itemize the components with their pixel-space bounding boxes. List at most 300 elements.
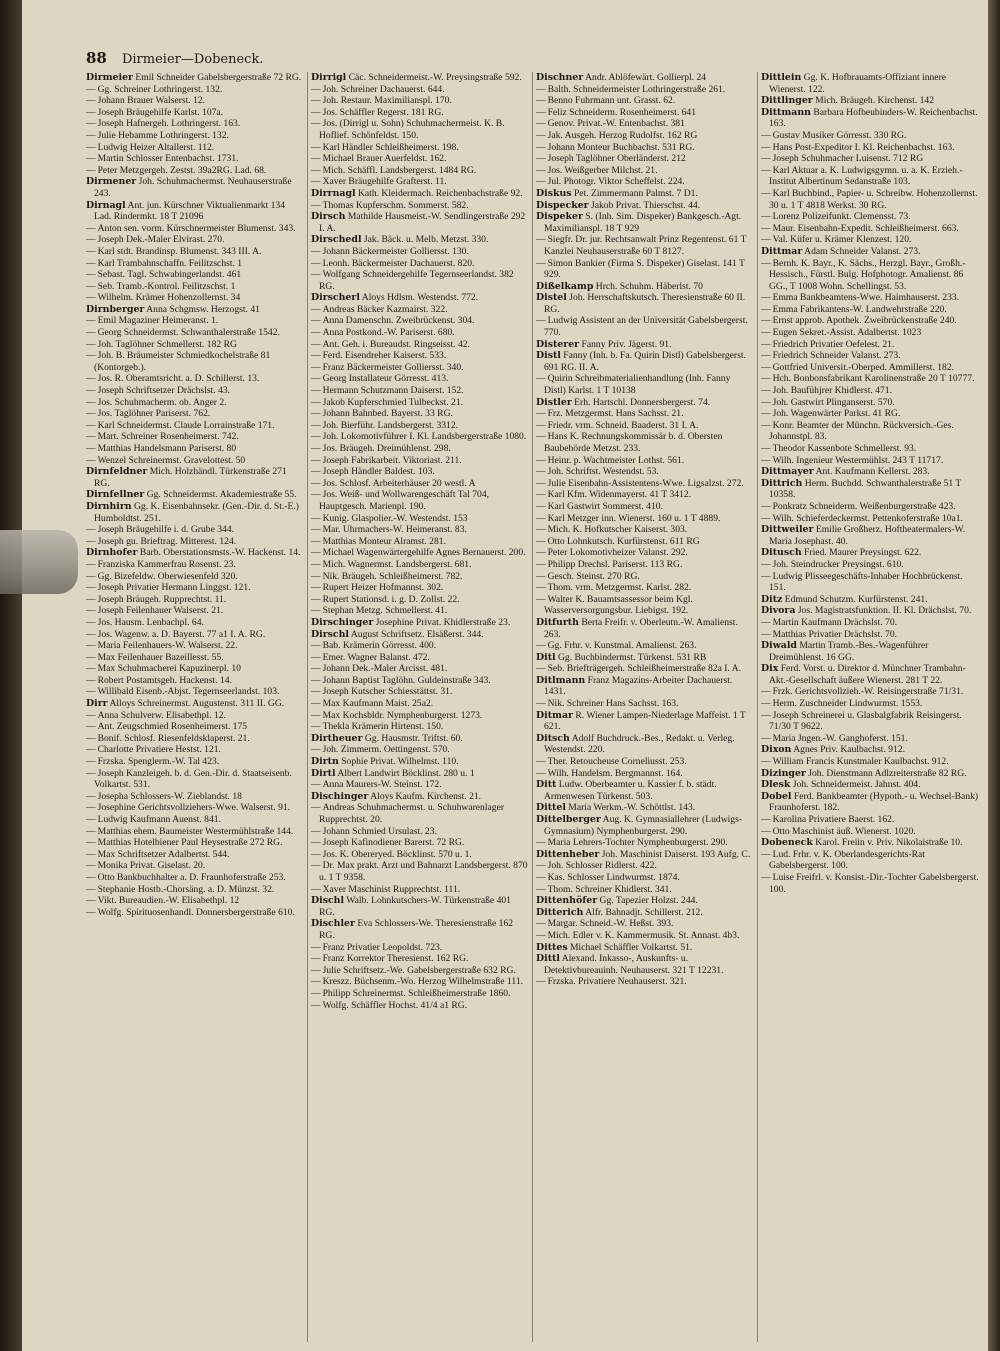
entry-dash: —	[311, 269, 321, 281]
directory-entry	[536, 142, 754, 154]
entry-text: Jak. Bäck. u. Melb. Metzst. 330.	[363, 234, 489, 246]
entry-dash: —	[86, 906, 96, 918]
entry-dash: —	[761, 616, 771, 628]
directory-entry	[761, 258, 980, 293]
entry-text: Matthias Monteur Alramst. 281.	[322, 535, 446, 547]
entry-dash: —	[311, 987, 321, 999]
entry-dash: —	[536, 837, 546, 849]
directory-entry	[536, 536, 754, 548]
directory-entry	[311, 559, 529, 571]
directory-entry-head	[311, 918, 529, 941]
directory-entry	[86, 339, 304, 351]
entry-text: Martin Tramb.-Bes.-Wagenführer Dreimühlenst. 16 GG.	[769, 640, 929, 663]
entry-text: Mich. Schäffl. Landsbergerst. 1484 RG.	[322, 164, 477, 176]
directory-entry-head	[761, 768, 980, 780]
directory-entry	[86, 617, 304, 629]
entry-text: Matthias Privatier Drächslst. 70.	[772, 628, 898, 640]
entry-text: Philipp Drechsl. Pariserst. 113 RG.	[547, 558, 683, 570]
entry-text: Ferd. Eisendreher Kaiserst. 533.	[322, 350, 447, 362]
entry-text: Ernst approb. Apothek. Zweibrückenstraße 240.	[772, 315, 957, 327]
directory-entry	[536, 663, 754, 675]
directory-entry	[536, 698, 754, 710]
entry-text: Michael Schäffler Volkartst. 51.	[570, 941, 693, 953]
entry-text: Thekla Krämerin Hirtenst. 150.	[322, 721, 444, 733]
directory-entry	[311, 779, 529, 791]
entry-dash: —	[536, 767, 546, 779]
entry-text: Ludwig Plisseegeschäfts-Inhaber Hochbrückenst. 151.	[769, 570, 963, 594]
entry-dash: —	[761, 570, 771, 582]
directory-entry	[311, 837, 529, 849]
entry-text: Margar. Schneid.-W. Heßst. 393.	[547, 918, 674, 930]
entry-text: Maria Feilenhauers-W. Walserst. 22.	[97, 640, 238, 652]
entry-dash: —	[761, 141, 771, 153]
directory-entry-head	[536, 779, 754, 802]
entry-text: Adam Schneider Valanst. 273.	[804, 245, 921, 257]
directory-entry	[311, 478, 529, 490]
entry-text: Ant. Zeugschmied Rosenheimerst. 175	[97, 721, 248, 733]
entry-text: Ferd. Vorst. u. Direktor d. Münchner Trambahn-Akt.-Gesellschaft äußere Wienerst. 281 T 22.	[769, 663, 966, 686]
entry-dash: —	[536, 570, 546, 582]
entry-text: Mich. Edler v. K. Kammermusik. St. Annast. 4b3.	[547, 929, 740, 941]
entry-text: Theodor Kassenbote Schmellerst. 93.	[772, 443, 917, 454]
directory-entry	[761, 733, 980, 745]
directory-entry-head	[536, 814, 754, 837]
entry-text: Alexand. Inkasso-, Auskunfts- u. Detektivbureauinh. Neuhauserst. 321 T 12231.	[544, 953, 724, 976]
directory-entry	[86, 675, 304, 687]
entry-dash: —	[536, 918, 546, 930]
entry-text: Berta Freifr. v. Oberleutn.-W. Amalienst. 263.	[544, 616, 738, 640]
directory-entry	[536, 860, 754, 872]
entry-dash: —	[761, 327, 771, 339]
entry-surname: Dizinger	[761, 767, 806, 779]
entry-dash: —	[86, 895, 96, 907]
entry-dash: —	[311, 303, 321, 315]
entry-text: Joseph Bräugehilfe i. d. Grube 344.	[97, 524, 235, 536]
entry-text: Anna Schulverw. Elisabethpl. 12.	[97, 709, 226, 721]
directory-entry	[86, 524, 304, 536]
entry-text: Hans Post-Expeditor I. Kl. Reichenbachst. 163.	[772, 141, 955, 153]
entry-text: Wilh. Handelsm. Bergmannst. 164.	[547, 767, 683, 779]
entry-text: Walter K. Bauamtsassessor beim Kgl. Wasserversorgungsbur. Liebigst. 192.	[544, 593, 693, 617]
entry-dash: —	[86, 674, 96, 686]
entry-dash: —	[311, 199, 321, 211]
entry-text: Thom. vrm. Metzgermst. Karlst. 282.	[547, 582, 692, 594]
directory-entry	[761, 698, 980, 710]
directory-entry-head	[86, 698, 304, 710]
entry-surname: Ditmar	[536, 709, 573, 721]
entry-dash: —	[536, 582, 546, 594]
entry-dash: —	[86, 593, 96, 605]
entry-text: Xaver Bräugehilfe Grafterst. 11.	[322, 176, 447, 188]
entry-text: Emma Fabrikantens-W. Landwehrstraße 220.	[772, 303, 947, 315]
entry-text: Joh. Wagenwärter Parkst. 41 RG.	[772, 408, 901, 420]
entry-dash: —	[86, 848, 96, 860]
directory-entry	[311, 176, 529, 188]
entry-dash: —	[536, 419, 546, 431]
entry-text: Johann Monteur Buchbachst. 531 RG.	[547, 141, 695, 153]
directory-entry	[536, 489, 754, 501]
entry-text: Jos. Schuhmacherm. ob. Anger 2.	[97, 396, 227, 408]
directory-entry	[86, 84, 304, 96]
entry-text: Val. Küfer u. Krämer Klenzest. 120.	[772, 234, 912, 246]
entry-dash: —	[86, 292, 96, 304]
entry-dash: —	[311, 385, 321, 397]
directory-entry-head	[761, 791, 980, 814]
entry-dash: —	[86, 315, 96, 327]
entry-surname: Diwald	[761, 640, 797, 652]
entry-text: Gesch. Steinst. 270 RG.	[547, 570, 640, 582]
entry-text: Fried. Maurer Preysingst. 622.	[804, 547, 922, 559]
entry-text: Ludwig Heizer Altallerst. 112.	[97, 141, 215, 153]
entry-text: Ant. jun. Kürschner Viktualienmarkt 134 Lad. Rindermkt. 18 T 21096	[94, 199, 286, 223]
entry-text: Mar. Uhrmachers-W. Heimeranst. 83.	[322, 524, 467, 536]
entry-surname: Dittes	[536, 941, 568, 953]
directory-entry	[536, 524, 754, 536]
entry-text: Gg. Bizefeldw. Oberwiesenfeld 320.	[97, 570, 238, 582]
entry-text: Alloys Schreinermst. Augustenst. 311 II. GG.	[109, 698, 285, 710]
entry-surname: Dittrich	[761, 477, 803, 489]
directory-entry	[311, 269, 529, 292]
entry-text: Joh. Schneidermeist. Jahnst. 404.	[792, 779, 921, 791]
directory-entry	[86, 802, 304, 814]
entry-text: Karl Kfm. Widenmayerst. 41 T 3412.	[547, 489, 692, 501]
directory-entry	[86, 258, 304, 270]
entry-text: Karl Aktuar a. K. Ludwigsgymn. u. a. K. Erzieh.-Institut Albertinum Sedanstraße 103.	[769, 164, 963, 188]
entry-dash: —	[86, 164, 96, 176]
entry-dash: —	[311, 721, 321, 733]
entry-surname: Dirmener	[86, 176, 137, 188]
entry-dash: —	[86, 280, 96, 292]
entry-text: Joh. Zimmerm. Oettingenst. 570.	[322, 744, 450, 756]
entry-dash: —	[311, 848, 321, 860]
entry-surname: Dittmayer	[761, 466, 814, 478]
entry-text: Stephan Metzg. Schmellerst. 41.	[322, 605, 448, 617]
entry-dash: —	[311, 698, 321, 710]
entry-dash: —	[761, 628, 771, 640]
entry-text: Joh. Schlosser Ridlerst. 422.	[547, 860, 657, 872]
directory-entry	[86, 142, 304, 154]
entry-dash: —	[536, 663, 546, 675]
entry-dash: —	[86, 385, 96, 397]
directory-entry	[311, 547, 529, 559]
entry-text: Jos. R. Oberamtsricht. a. D. Schillerst. 13.	[97, 373, 260, 385]
entry-dash: —	[86, 245, 96, 257]
directory-entry-head	[536, 350, 754, 373]
directory-entry	[311, 200, 529, 212]
directory-entry	[536, 872, 754, 884]
entry-dash: —	[86, 605, 96, 617]
directory-entry	[536, 431, 754, 454]
entry-dash: —	[86, 396, 96, 408]
book-binding-shadow	[0, 0, 22, 1351]
directory-entry	[86, 733, 304, 745]
directory-entry	[536, 559, 754, 571]
entry-text: Wolfg. Spirituosenhandl. Donnersbergerstraße 610.	[97, 906, 295, 918]
entry-text: Wolfgang Schneidergehilfe Tegernseerlandst. 382 RG.	[319, 269, 514, 292]
directory-entry	[536, 837, 754, 849]
entry-dash: —	[761, 558, 771, 570]
directory-entry	[761, 814, 980, 826]
entry-surname: Dirrigl	[311, 72, 347, 83]
directory-entry	[86, 281, 304, 293]
directory-entry	[761, 617, 980, 629]
entry-text: Rupert Heizer Hofmannst. 302.	[322, 582, 444, 594]
directory-entry	[311, 652, 529, 664]
entry-dash: —	[311, 964, 321, 976]
entry-dash: —	[86, 744, 96, 756]
entry-dash: —	[86, 129, 96, 141]
entry-dash: —	[536, 408, 546, 420]
directory-entry	[761, 629, 980, 641]
entry-dash: —	[536, 477, 546, 489]
directory-entry	[86, 860, 304, 872]
entry-dash: —	[86, 790, 96, 802]
entry-text: Joseph Fabrikarbeit. Viktoriast. 211.	[322, 454, 462, 466]
directory-entry	[761, 211, 980, 223]
entry-surname: Dirnhirn	[86, 500, 132, 512]
entry-dash: —	[536, 106, 546, 118]
entry-dash: —	[311, 408, 321, 420]
entry-text: Johann Bahnbed. Bayerst. 33 RG.	[322, 408, 453, 420]
entry-dash: —	[86, 222, 96, 234]
directory-entry	[86, 269, 304, 281]
entry-dash: —	[311, 570, 321, 582]
entry-dash: —	[311, 106, 321, 118]
entry-dash: —	[311, 419, 321, 431]
entry-text: Georg Installateur Görresst. 413.	[322, 373, 449, 385]
entry-text: Karl Trambahnschaffn. Feilitzschst. 1	[97, 257, 243, 269]
directory-entry	[311, 315, 529, 327]
directory-entry	[86, 292, 304, 304]
directory-entry	[311, 350, 529, 362]
entry-dash: —	[86, 628, 96, 640]
entry-dash: —	[86, 443, 96, 454]
entry-dash: —	[761, 419, 771, 431]
directory-entry-head	[86, 176, 304, 199]
entry-text: Josepha Schlossers-W. Zieblandst. 18	[97, 790, 242, 802]
directory-entry	[311, 675, 529, 687]
directory-entry-head	[536, 652, 754, 664]
entry-dash: —	[536, 95, 546, 107]
directory-entry	[536, 976, 754, 988]
entry-text: Joseph gu. Brieftrag. Mitterest. 124.	[97, 535, 237, 547]
entry-text: Maria Jngen.-W. Ganghoferst. 151.	[772, 732, 908, 744]
entry-dash: —	[761, 385, 771, 397]
entry-dash: —	[311, 547, 321, 559]
entry-text: Andr. Ablöfewärt. Gollierpl. 24	[585, 72, 707, 83]
directory-entry	[311, 165, 529, 177]
entry-surname: Dispeker	[536, 211, 583, 223]
directory-entry	[761, 339, 980, 351]
entry-text: Ant. Geh. i. Bureaudst. Ringseisst. 42.	[322, 338, 470, 350]
page-header	[86, 48, 263, 67]
directory-entry	[311, 802, 529, 825]
directory-entry-head	[311, 629, 529, 641]
entry-text: Emma Bankbeamtens-Wwe. Haimhauserst. 233.	[772, 292, 960, 304]
directory-entry	[86, 744, 304, 756]
directory-entry	[311, 976, 529, 988]
directory-entry	[86, 663, 304, 675]
entry-text: Wolfg. Schäffler Hochst. 41/4 a1 RG.	[322, 999, 468, 1011]
directory-entry	[86, 768, 304, 791]
directory-entry	[536, 420, 754, 432]
entry-dash: —	[86, 338, 96, 350]
entry-text: Max Kaufmann Maist. 25a2.	[322, 698, 434, 710]
directory-entry-head	[761, 837, 980, 849]
directory-entry-head	[311, 756, 529, 768]
directory-entry	[311, 246, 529, 258]
directory-entry-head	[761, 640, 980, 663]
entry-dash: —	[536, 929, 546, 941]
entry-dash: —	[311, 373, 321, 385]
entry-text: Joseph Kafinodiener Barerst. 72 RG.	[322, 837, 465, 849]
entry-text: Joseph Privatier Hermann Linggst. 121.	[97, 582, 251, 594]
entry-surname: Diskus	[536, 187, 572, 199]
entry-dash: —	[311, 396, 321, 408]
directory-entry	[761, 165, 980, 188]
entry-text: Nik. Bräugeh. Schleißheimerst. 782.	[322, 570, 463, 582]
entry-text: Walb. Lohnkutschers-W. Türkenstraße 401 RG.	[319, 895, 511, 918]
entry-text: Otto Maschinist äuß. Wienerst. 1020.	[772, 825, 916, 837]
directory-entry	[311, 594, 529, 606]
directory-entry	[86, 814, 304, 826]
entry-dash: —	[311, 883, 321, 895]
directory-entry	[761, 327, 980, 339]
entry-dash: —	[761, 153, 771, 165]
directory-entry	[536, 513, 754, 525]
directory-entry	[311, 373, 529, 385]
directory-entry	[536, 478, 754, 490]
entry-text: Josephine Privat. Khidlerstraße 23.	[375, 616, 511, 628]
entry-dash: —	[311, 651, 321, 663]
entry-dash: —	[536, 871, 546, 883]
entry-text: William Francis Kunstmaler Kaulbachst. 912.	[772, 756, 949, 768]
entry-surname: Ditusch	[761, 547, 802, 559]
entry-text: Gg. Frhr. v. Kunstmal. Amalienst. 263.	[547, 640, 697, 652]
directory-entry	[86, 907, 304, 919]
entry-text: Gg. Schreiner Lothringerst. 132.	[97, 83, 223, 95]
directory-entry-head	[536, 397, 754, 409]
entry-text: Hch. Bonbonsfabrikant Karolinenstraße 20 T 10777.	[772, 373, 975, 385]
directory-entry	[761, 455, 980, 467]
entry-dash: —	[761, 187, 771, 199]
entry-text: Aloys Kaufm. Kirchenst. 21.	[370, 790, 482, 802]
directory-entry	[536, 373, 754, 396]
directory-entry-head	[86, 501, 304, 524]
entry-text: S. (Inh. Sim. Dispeker) Bankgesch.-Agt. Maximilianspl. 18 T 929	[544, 211, 742, 234]
entry-text: Johann Dek.-Maler Arcisst. 481.	[322, 663, 448, 675]
entry-text: Matthias Handelsmann Pariserst. 80	[97, 443, 237, 454]
entry-text: Eugen Sekret.-Assist. Adalbertst. 1023	[772, 327, 922, 339]
directory-entry	[311, 710, 529, 722]
entry-dash: —	[86, 118, 96, 130]
entry-dash: —	[86, 767, 96, 779]
entry-dash: —	[86, 860, 96, 872]
entry-dash: —	[536, 756, 546, 768]
entry-dash: —	[311, 837, 321, 849]
entry-dash: —	[536, 547, 546, 559]
entry-dash: —	[86, 825, 96, 837]
entry-text: Anna Schgmsw. Herzogst. 41	[146, 303, 260, 315]
entry-text: Ant. Kaufmann Kellerst. 283.	[815, 466, 930, 478]
entry-text: Herm. Zuschneider Lindwurmst. 1553.	[772, 698, 923, 710]
directory-entry	[86, 710, 304, 722]
entry-surname: Dirtheuer	[311, 732, 363, 744]
entry-surname: Dobel	[761, 790, 792, 802]
entry-dash: —	[86, 756, 96, 768]
entry-dash: —	[311, 674, 321, 686]
entry-surname: Dirsch	[311, 211, 346, 223]
directory-entry-head	[761, 547, 980, 559]
entry-dash: —	[311, 327, 321, 339]
entry-dash: —	[536, 153, 546, 165]
entry-text: Ponkratz Schneiderm. Weißenburgerstraße 423.	[772, 500, 956, 512]
entry-text: Maria Werkm.-W. Schöttlst. 143.	[568, 802, 696, 814]
directory-entry-head	[536, 188, 754, 200]
entry-text: Monika Privat. Giselast. 20.	[97, 860, 206, 872]
directory-entry	[536, 571, 754, 583]
entry-text: Jos. Hausm. Lenbachpl. 64.	[97, 616, 204, 628]
directory-entry	[311, 455, 529, 467]
entry-text: Mich. K. Hofkutscher Kaiserst. 303.	[547, 524, 688, 536]
entry-dash: —	[86, 524, 96, 536]
entry-text: Karol. Freiin v. Priv. Nikolaistraße 10.	[815, 837, 963, 849]
entry-text: Joh. Gastwirt Plinganserst. 570.	[772, 396, 895, 408]
entry-text: Stephanie Hostb.-Chorsäng. a. D. Münzst. 32.	[97, 883, 275, 895]
entry-dash: —	[536, 257, 546, 269]
entry-dash: —	[536, 431, 546, 443]
entry-text: Gottfried Universit.-Oberped. Ammillerst. 182.	[772, 361, 955, 373]
entry-text: Karl Metzger inn. Wienerst. 160 u. 1 T 4889.	[547, 512, 721, 524]
directory-columns	[86, 72, 986, 1342]
directory-entry	[761, 571, 980, 594]
directory-entry-head	[761, 779, 980, 791]
directory-entry-head	[536, 907, 754, 919]
entry-text: Heinr. p. Wachtmeister Lothst. 561.	[547, 454, 685, 466]
entry-text: Peter Lokomotivheizer Valanst. 292.	[547, 547, 688, 559]
entry-text: Joh. Dienstmann Adlzreiterstraße 82 RG.	[808, 767, 967, 779]
directory-entry	[761, 304, 980, 316]
entry-text: Gg. Buchbindermst. Türkenst. 531 RB	[558, 651, 707, 663]
directory-entry	[761, 153, 980, 165]
directory-entry	[86, 397, 304, 409]
directory-entry-head	[536, 200, 754, 212]
directory-entry-head	[311, 72, 529, 84]
directory-entry-head	[86, 489, 304, 501]
entry-dash: —	[761, 257, 771, 269]
entry-text: Franz Privatier Leopoldst. 723.	[322, 941, 443, 953]
entry-dash: —	[311, 361, 321, 373]
entry-surname: Dischner	[536, 72, 584, 83]
directory-entry	[311, 408, 529, 420]
entry-text: Balth. Schneidermeister Lothringerstraße 261.	[547, 83, 726, 95]
directory-entry	[86, 791, 304, 803]
entry-dash: —	[311, 466, 321, 478]
entry-text: Mathilde Hausmeist.-W. Sendlingerstraße 292 I. A.	[319, 211, 526, 234]
entry-text: Gg. Hausmstr. Triftst. 60.	[364, 732, 463, 744]
entry-text: Karl Händler Schleißheimerst. 198.	[322, 141, 459, 153]
directory-entry	[86, 652, 304, 664]
entry-text: Mich. Wagnermst. Landsbergerst. 681.	[322, 558, 472, 570]
entry-text: Friedrich Privatier Oefelest. 21.	[772, 338, 895, 350]
entry-dash: —	[311, 825, 321, 837]
entry-text: Joseph Hafnergeh. Lothringerst. 163.	[97, 118, 241, 130]
entry-dash: —	[311, 118, 321, 130]
entry-text: Joseph Schuhmacher Luisenst. 712 RG	[772, 153, 924, 165]
entry-dash: —	[311, 95, 321, 107]
entry-dash: —	[311, 686, 321, 698]
entry-text: Karl Gastwirt Sommerst. 410.	[547, 500, 663, 512]
